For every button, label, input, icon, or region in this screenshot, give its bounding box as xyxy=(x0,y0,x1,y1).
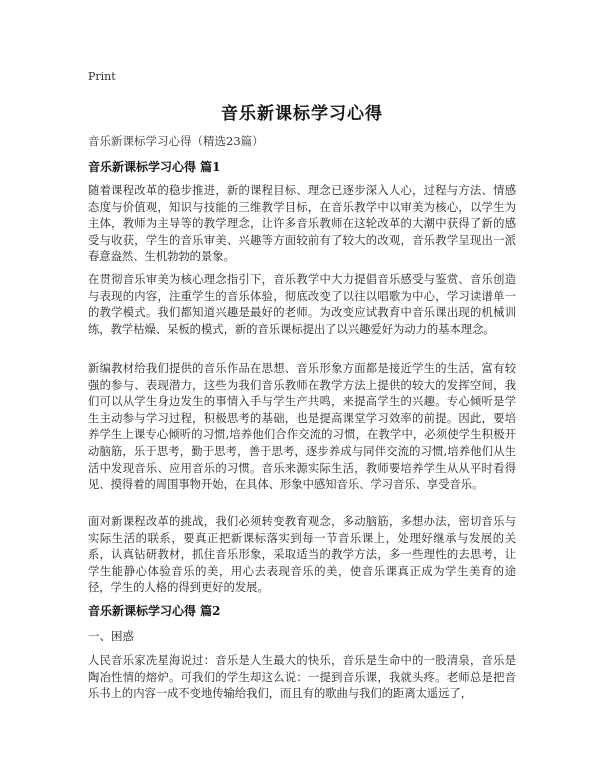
section-heading-2: 音乐新课标学习心得 篇2 xyxy=(88,604,221,618)
paragraph: 随着课程改革的稳步推进，新的课程目标、理念已逐步深入人心，过程与方法、情感态度与价值观，知识与技能的三维教学目标，在音乐教学中以审美为核心，以学生为主体，教师为主导等的教学理念，让许多音乐教师在这轮改革的大潮中获得了新的感受与收获，学生的音乐审美、兴趣等方面较前有了较大的改观，音乐教学呈现出一派春意盎然、生机勃勃的景象。 xyxy=(88,184,516,264)
print-label[interactable]: Print xyxy=(88,70,116,83)
paragraph: 面对新课程改革的挑战，我们必须转变教育观念，多动脑筋，多想办法，密切音乐与实际生活的联系，要真正把新课标落实到每一节音乐课上，处理好继承与发展的关系，认真钻研教材，抓住音乐形象，采取适当的教学方法，多一些理性的去思考，让学生能静心体验音乐的美，用心去表现音乐的美，使音乐课真正成为学生美育的途径，学生的人格的得到更好的发展。 xyxy=(88,515,516,595)
section-subheading: 一、困惑 xyxy=(88,629,134,643)
paragraph: 人民音乐家冼星海说过：音乐是人生最大的快乐，音乐是生命中的一股清泉，音乐是陶冶性情的熔炉。可我们的学生却这么说：一提到音乐课，我就头疼。老师总是把音乐书上的内容一成不变地传输给我们，而且有的歌曲与我们的距离太遥远了， xyxy=(88,654,516,701)
document-subtitle: 音乐新课标学习心得（精选23篇） xyxy=(88,134,264,148)
paragraph: 在贯彻音乐审美为核心理念指引下，音乐教学中大力提倡音乐感受与鉴赏、音乐创造与表现的内容，注重学生的音乐体验，彻底改变了以往以唱歌为中心，学习读谱单一的教学模式。我们都知道兴趣是最好的老师。为改变应试教育中音乐课出现的机械训练，教学枯燥、呆板的模式，新的音乐课标提出了以兴趣爱好为动力的基本理念。 xyxy=(88,273,516,336)
section-heading-1: 音乐新课标学习心得 篇1 xyxy=(88,160,221,174)
document-title: 音乐新课标学习心得 xyxy=(221,104,383,124)
paragraph: 新编教材给我们提供的音乐作品在思想、音乐形象方面都是接近学生的生活，富有较强的参与、表现潜力，这些为我们音乐教师在教学方法上提供的较大的发挥空间，我们可以从学生身边发生的事情入手与学生产共鸣，来提高学生的兴趣。专心倾听是学生主动参与学习过程，积极思考的基础，也是提高课堂学习效率的前提。因此，要培养学生上课专心倾听的习惯,培养他们合作交流的习惯，在教学中，必须使学生积极开动脑筋，乐于思考，勤于思考，善于思考，逐步养成与同伴交流的习惯,培养他们从生活中发现音乐、应用音乐的习惯。音乐来源实际生活，教师要培养学生从从平时看得见、摸得着的周围事物开始，在具体、形象中感知音乐、学习音乐、享受音乐。 xyxy=(88,362,516,492)
